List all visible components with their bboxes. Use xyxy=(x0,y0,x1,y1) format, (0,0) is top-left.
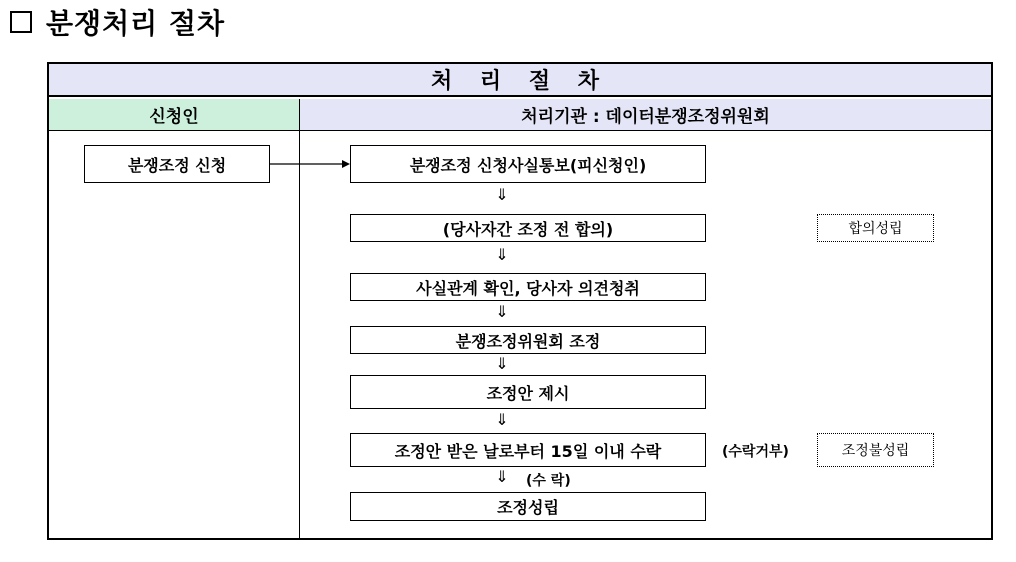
down-arrow-icon: ⇓ xyxy=(495,302,509,321)
process-step-committee-mediation: 분쟁조정위원회 조정 xyxy=(350,326,706,354)
down-arrow-icon: ⇓ xyxy=(495,245,509,264)
agreement-outcome-box: 합의성립 xyxy=(817,214,934,242)
heading-text: 분쟁처리 절차 xyxy=(46,7,226,40)
process-step-proposal: 조정안 제시 xyxy=(350,375,706,409)
rejection-label: (수락거부) xyxy=(722,444,789,460)
applicant-column-header: 신청인 xyxy=(49,99,299,131)
process-step-pre-agreement: (당사자간 조정 전 합의) xyxy=(350,214,706,242)
down-arrow-icon: ⇓ xyxy=(495,467,509,486)
down-arrow-icon: ⇓ xyxy=(495,185,509,204)
failure-outcome-box: 조정불성립 xyxy=(817,433,934,467)
process-step-fact-check: 사실관계 확인, 당사자 의견청취 xyxy=(350,273,706,301)
process-step-mediation-success: 조정성립 xyxy=(350,492,706,521)
down-arrow-icon: ⇓ xyxy=(495,354,509,373)
process-step-acceptance-window: 조정안 받은 날로부터 15일 이내 수락 xyxy=(350,433,706,467)
down-arrow-icon: ⇓ xyxy=(495,410,509,429)
applicant-request-box: 분쟁조정 신청 xyxy=(84,145,270,183)
table-title: 처 리 절 차 xyxy=(49,64,991,97)
process-step-notify: 분쟁조정 신청사실통보(피신청인) xyxy=(350,145,706,183)
agency-column-header: 처리기관 : 데이터분쟁조정위원회 xyxy=(300,99,991,131)
acceptance-label: (수 락) xyxy=(526,473,571,489)
